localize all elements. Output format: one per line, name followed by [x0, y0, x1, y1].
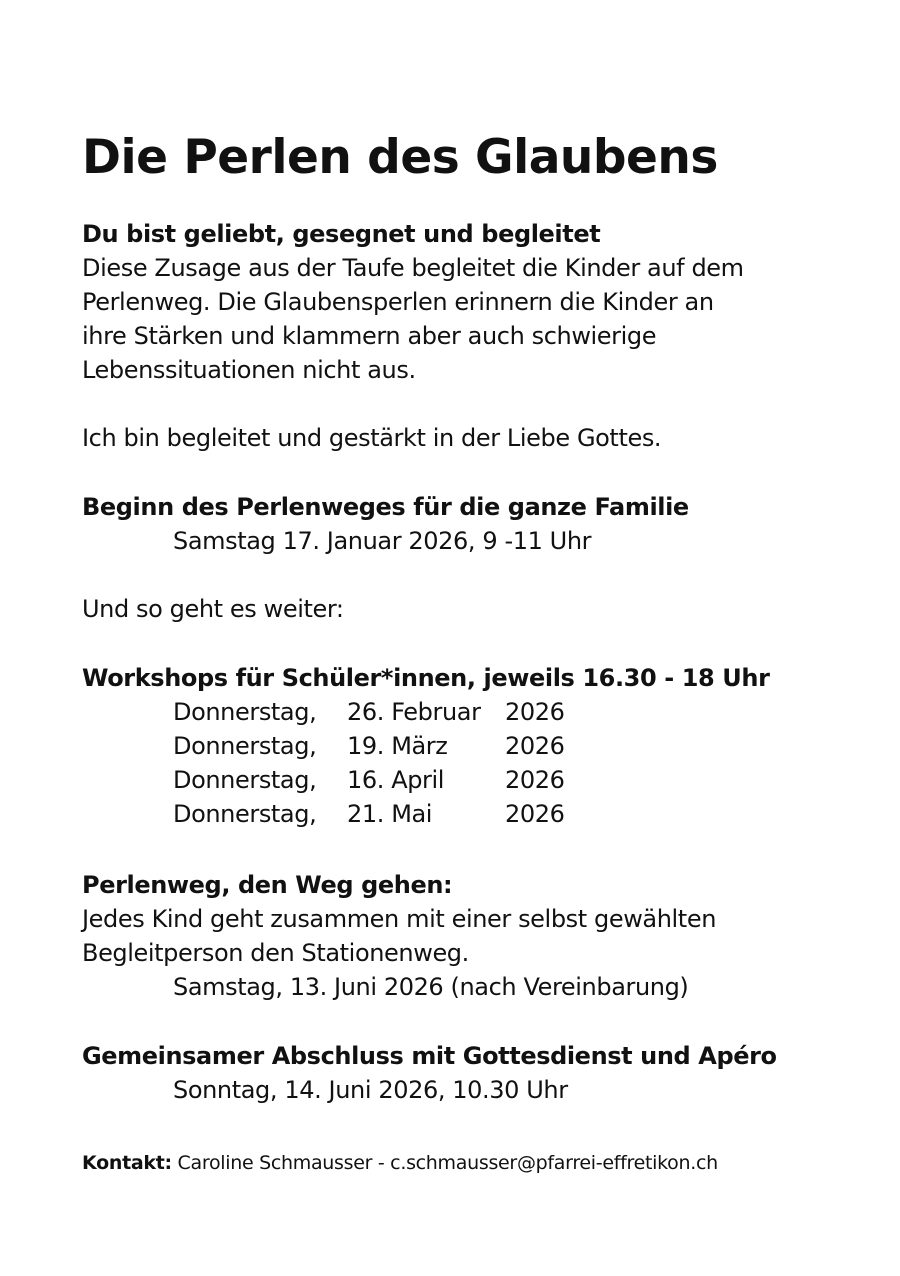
perlenweg-date: Samstag, 13. Juni 2026 (nach Vereinbarung) — [173, 973, 689, 1001]
workshop-day: Donnerstag, — [173, 732, 317, 760]
workshop-day: Donnerstag, — [173, 800, 317, 828]
intro-line-2: Perlenweg. Die Glaubensperlen erinnern die Kinder an — [82, 288, 714, 316]
contact-text: Caroline Schmausser - c.schmausser@pfarrei-effretikon.ch — [177, 1152, 718, 1174]
workshop-year: 2026 — [505, 766, 565, 794]
intro-motto: Ich bin begleitet und gestärkt in der Liebe Gottes. — [82, 424, 662, 452]
perlenweg-heading: Perlenweg, den Weg gehen: — [82, 871, 453, 899]
workshop-day: Donnerstag, — [173, 766, 317, 794]
perlenweg-line-2: Begleitperson den Stationenweg. — [82, 939, 469, 967]
intro-heading: Du bist geliebt, gesegnet und begleitet — [82, 220, 601, 248]
beginn-date: Samstag 17. Januar 2026, 9 -11 Uhr — [173, 527, 592, 555]
workshop-day: Donnerstag, — [173, 698, 317, 726]
workshop-year: 2026 — [505, 800, 565, 828]
workshop-date: 21. Mai — [347, 800, 433, 828]
workshop-date: 26. Februar — [347, 698, 481, 726]
weiter-text: Und so geht es weiter: — [82, 595, 344, 623]
workshop-year: 2026 — [505, 698, 565, 726]
contact-label: Kontakt: — [82, 1152, 172, 1174]
intro-line-4: Lebenssituationen nicht aus. — [82, 356, 416, 384]
workshops-heading: Workshops für Schüler*innen, jeweils 16.30 - 18 Uhr — [82, 664, 770, 692]
beginn-heading: Beginn des Perlenweges für die ganze Familie — [82, 493, 689, 521]
perlenweg-line-1: Jedes Kind geht zusammen mit einer selbst gewählten — [82, 905, 716, 933]
workshop-date: 16. April — [347, 766, 445, 794]
contact-line — [82, 1148, 718, 1178]
abschluss-date: Sonntag, 14. Juni 2026, 10.30 Uhr — [173, 1076, 568, 1104]
abschluss-heading: Gemeinsamer Abschluss mit Gottesdienst und Apéro — [82, 1042, 777, 1070]
workshop-year: 2026 — [505, 732, 565, 760]
intro-line-1: Diese Zusage aus der Taufe begleitet die Kinder auf dem — [82, 254, 744, 282]
intro-line-3: ihre Stärken und klammern aber auch schwierige — [82, 322, 657, 350]
workshop-date: 19. März — [347, 732, 448, 760]
page-title: Die Perlen des Glaubens — [82, 130, 718, 185]
